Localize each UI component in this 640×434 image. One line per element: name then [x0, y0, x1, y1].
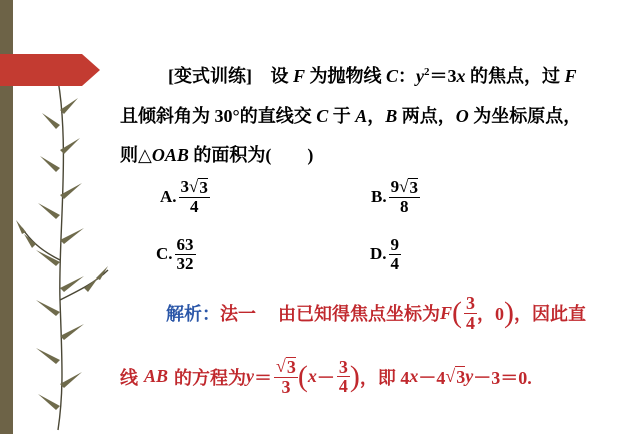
- red-arrow-marker: [0, 54, 100, 86]
- solution-method: 法一: [220, 304, 256, 325]
- focus-x-fraction: $\frac{3}{4}$: [466, 293, 476, 333]
- problem-line-2: 且倾斜角为 30°的直线交 C 于 A，B 两点，O 为坐标原点，: [120, 106, 582, 126]
- option-b-fraction: 9√ 3 8: [390, 177, 418, 216]
- problem-line-3: 则△OAB 的面积为( ): [120, 145, 314, 165]
- option-c[interactable]: C. $\frac{63}{32}$: [156, 235, 194, 273]
- solution-line-2: 线 AB 的方程为 y ＝ √ 3 3 ( x － $\frac{3}{4}$ ) ，即 4 x －4 √ 3 y －3＝0.: [120, 356, 532, 397]
- problem-line-1: [变式训练] 设 F 为抛物线 C：$y^2=3x$ 的焦点，过 F: [168, 66, 577, 86]
- option-c-fraction: $\frac{63}{32}$: [176, 235, 194, 273]
- option-a[interactable]: A. 3√ 3 4: [160, 177, 208, 216]
- solution-line-1: 解析： 法一 由已知得焦点坐标为 F ( $\frac{3}{4}$ ，0 ) ，因此直: [166, 293, 587, 333]
- slope-fraction: √ 3 3: [276, 356, 296, 397]
- option-d-fraction: $\frac{9}{4}$: [390, 235, 400, 273]
- offset-fraction: $\frac{3}{4}$: [338, 356, 348, 397]
- problem-tag: [变式训练]: [168, 66, 252, 86]
- option-b[interactable]: B. 9√ 3 8: [371, 177, 418, 216]
- option-a-fraction: 3√ 3 4: [180, 177, 208, 216]
- option-d[interactable]: D. $\frac{9}{4}$: [370, 235, 400, 273]
- solution-label: 解析：: [166, 304, 220, 325]
